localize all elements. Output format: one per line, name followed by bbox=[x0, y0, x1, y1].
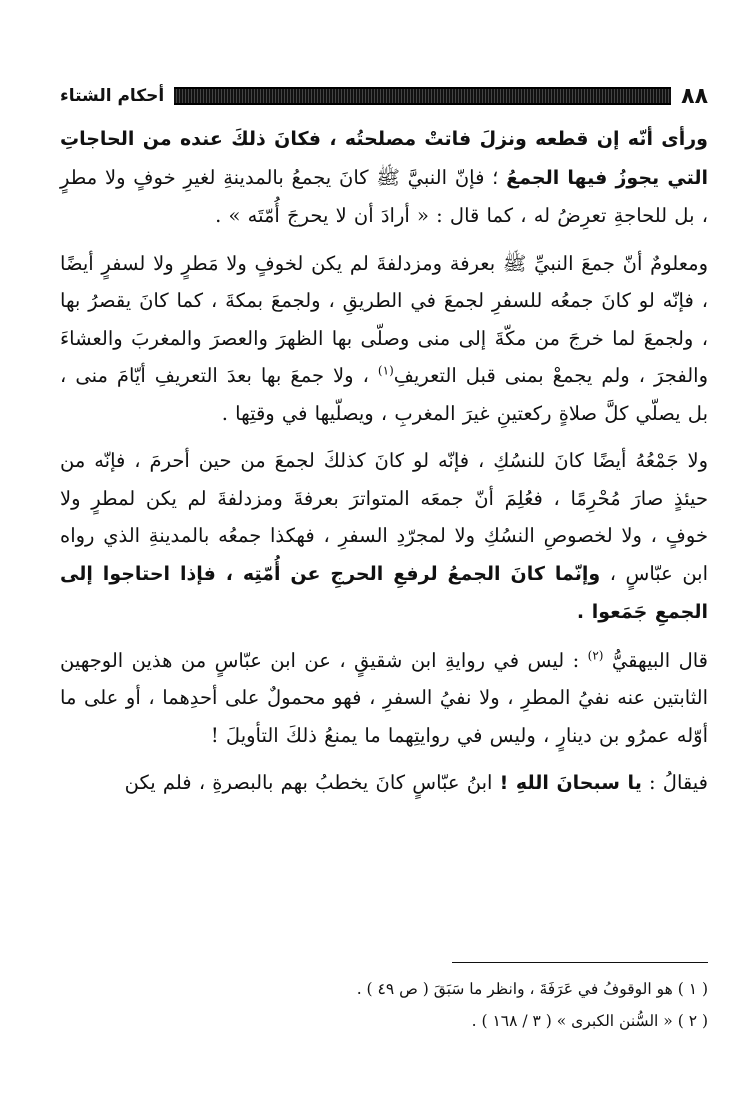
running-title: أحكام الشتاء bbox=[60, 86, 165, 106]
paragraph-4-text-a: قال البيهقيُّ bbox=[603, 648, 708, 672]
paragraph-2-text-a: ومعلومٌ أنّ جمعَ النبيِّ ﷺ بعرفة ومزدلفةَ لم يكن لخوفٍ ولا مَطرٍ ولا لسفرٍ أيضًا ، فإنّه لو كانَ جمعُه للسفرِ لجمعَ في الطريقِ ، ولجمعَ بمكةَ ، كما كانَ يقصرُ بها ، ولجمعَ لما خرجَ من مكّةَ إلى منى وصلّى بها الظهرَ والعصرَ والمغربَ والعشاءَ والفجرَ ، ولم يجمعْ بمنى قبل التعريفِ bbox=[60, 251, 708, 387]
paragraph-5-text-a: فيقالُ : bbox=[641, 771, 708, 794]
footnote-ref-2[interactable]: (٢) bbox=[587, 648, 604, 662]
paragraph-1-text: ؛ فإنّ النبيَّ ﷺ كانَ يجمعُ بالمدينةِ لغيرِ خوفٍ ولا مطرٍ ، بل للحاجةِ تعرِضُ له ، كما قال : « أرادَ أن لا يحرجَ أُمّتَه » . bbox=[60, 165, 708, 227]
paragraph-5-text-b: ابنُ عبّاسٍ كانَ يخطبُ بهم بالبصرةِ ، فلم يكن bbox=[124, 771, 500, 794]
footnote-2: ( ٢ ) « السُّنن الكبرى » ( ٣ / ١٦٨ ) . bbox=[471, 1012, 708, 1030]
paragraph-4-text-b: : ليس في روايةِ ابن شقيقٍ ، عن ابن عبّاسٍ من هذين الوجهين الثابتين عنه نفيُ المطرِ ، ولا نفيُ السفرِ ، فهو محمولٌ على أحدِهما ، أو على ما أوّله عمرُو بن دينارٍ ، وليس في روايتِهما ما يمنعُ ذلكَ التأويلَ ! bbox=[60, 648, 708, 747]
paragraph-4 bbox=[60, 642, 708, 755]
book-page bbox=[60, 78, 708, 1068]
paragraph-5-bold-text: يا سبحانَ اللهِ ! bbox=[499, 772, 642, 794]
paragraph-5 bbox=[60, 764, 708, 803]
footnote-separator bbox=[452, 962, 708, 963]
footnote-1: ( ١ ) هو الوقوفُ في عَرَفَةَ ، وانظر ما سَبَقَ ( ص ٤٩ ) . bbox=[356, 980, 708, 998]
paragraph-3 bbox=[60, 442, 708, 632]
page-header bbox=[60, 78, 708, 114]
footnote-ref-1[interactable]: (١) bbox=[377, 363, 394, 378]
paragraph-3-bold-text: وإنّما كانَ الجمعُ لرفعِ الحرجِ عن أُمّتِه ، فإذا احتاجوا إلى الجمعِ جَمَعوا . bbox=[60, 562, 708, 623]
header-rule bbox=[174, 87, 671, 105]
paragraph-2-text-b: ، ولا جمعَ بها بعدَ التعريفِ أيّامَ منى ، بل يصلّي كلَّ صلاةٍ ركعتينِ غيرَ المغربِ ، ويصلّيها في وقتِها . bbox=[60, 364, 708, 425]
paragraph-2 bbox=[60, 245, 708, 433]
paragraph-3-text: ولا جَمْعُهُ أيضًا كانَ للنسُكِ ، فإنّه لو كانَ كذلكَ لجمعَ من حين أحرمَ ، فإنّه من حيئذٍ صارَ مُحْرِمًا ، فعُلِمَ أنّ جمعَه المتواترَ بعرفةَ ومزدلفةَ لم يكن لمطرٍ ولا خوفٍ ، ولا لخصوصِ النسُكِ ولا لمجرّدِ السفرِ ، فهكذا جمعُه بالمدينةِ الذي رواه ابن عبّاسٍ ، bbox=[60, 449, 709, 585]
footnotes bbox=[60, 973, 708, 1037]
page-number: ٨٨ bbox=[681, 83, 708, 109]
body-text bbox=[60, 120, 708, 803]
paragraph-1-bold-text: ورأى أنّه إن قطعه ونزلَ فاتتْ مصلحتُه ، فكانَ ذلكَ عنده من الحاجاتِ التي يجوزُ فيها الجمعُ bbox=[60, 128, 708, 189]
paragraph-1 bbox=[60, 120, 708, 235]
